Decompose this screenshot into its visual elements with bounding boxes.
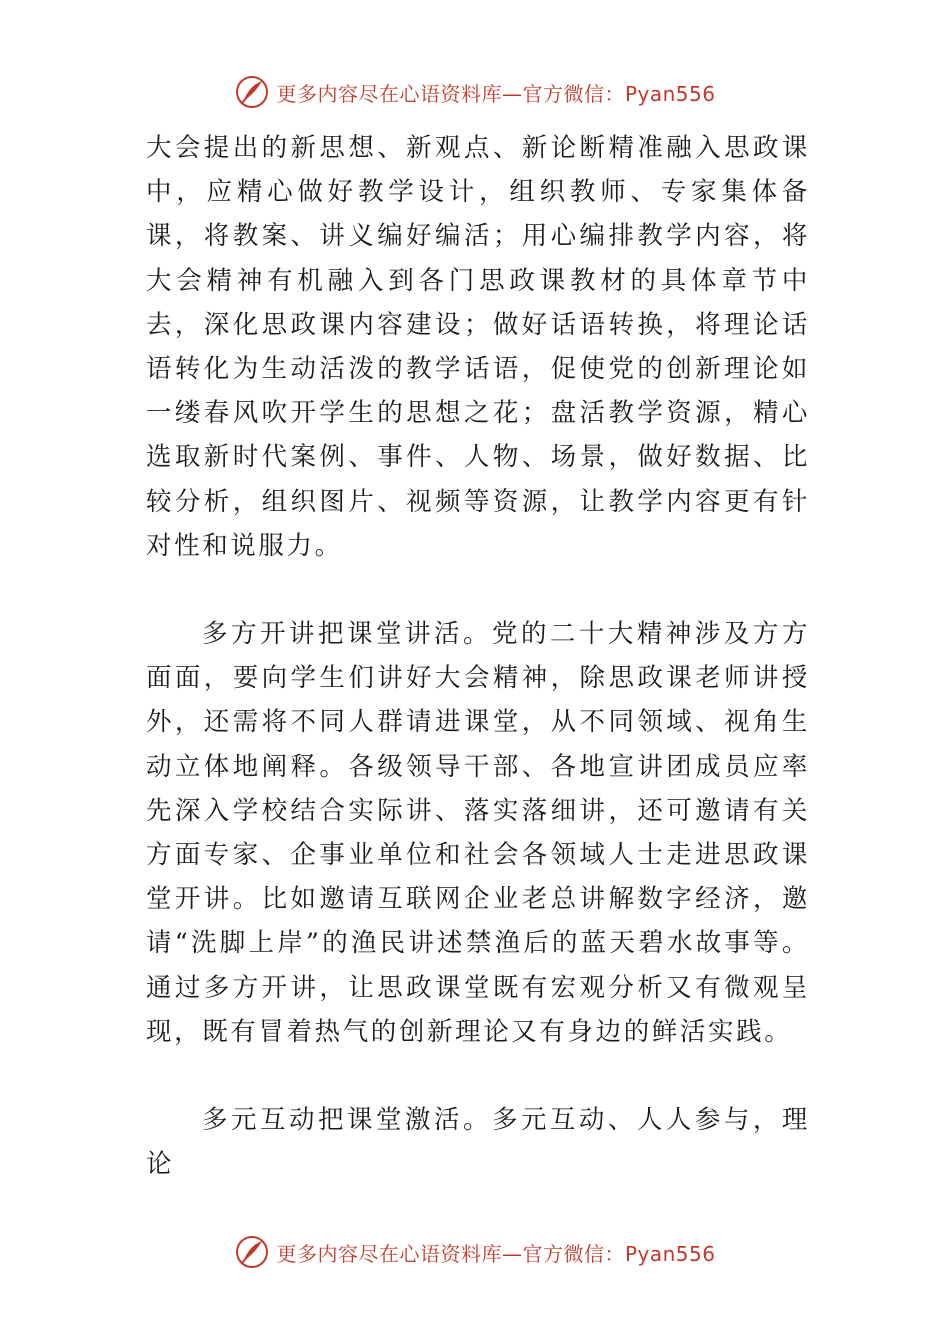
paragraph-1: 大会提出的新思想、新观点、新论断精准融入思政课中，应精心做好教学设计，组织教师、专家集体备课，将教案、讲义编好编活；用心编排教学内容，将大会精神有机融入到各门思政课教材的具体章节中去，深化思政课内容建设；做好话语转换，将理论话语转化为生动活泼的教学话语，促使党的创新理论如一缕春风吹开学生的思想之花；盘活教学资源，精心选取新时代案例、事件、人物、场景，做好数据、比较分析，组织图片、视频等资源，让教学内容更有针对性和说服力。 (146, 133, 810, 561)
quill-seal-icon (234, 74, 270, 110)
watermark-text: 更多内容尽在心语资料库—官方微信：Pyan556 (276, 1241, 716, 1266)
footer-watermark (0, 1232, 950, 1272)
paragraph-3: 多元互动把课堂激活。多元互动、人人参与，理论 (146, 1105, 810, 1180)
document-body (146, 126, 810, 1186)
paragraph-spacer (146, 1054, 810, 1098)
paragraph-spacer (146, 568, 810, 612)
quill-seal-icon (234, 1234, 270, 1270)
header-watermark (0, 72, 950, 112)
watermark-text: 更多内容尽在心语资料库—官方微信：Pyan556 (276, 81, 716, 106)
paragraph-2: 多方开讲把课堂讲活。党的二十大精神涉及方方面面，要向学生们讲好大会精神，除思政课老师讲授外，还需将不同人群请进课堂，从不同领域、视角生动立体地阐释。各级领导干部、各地宣讲团成员应率先深入学校结合实际讲、落实落细讲，还可邀请有关方面专家、企事业单位和社会各领域人士走进思政课堂开讲。比如邀请互联网企业老总讲解数字经济，邀请“洗脚上岸”的渔民讲述禁渔后的蓝天碧水故事等。通过多方开讲，让思政课堂既有宏观分析又有微观呈现，既有冒着热气的创新理论又有身边的鲜活实践。 (146, 619, 810, 1047)
